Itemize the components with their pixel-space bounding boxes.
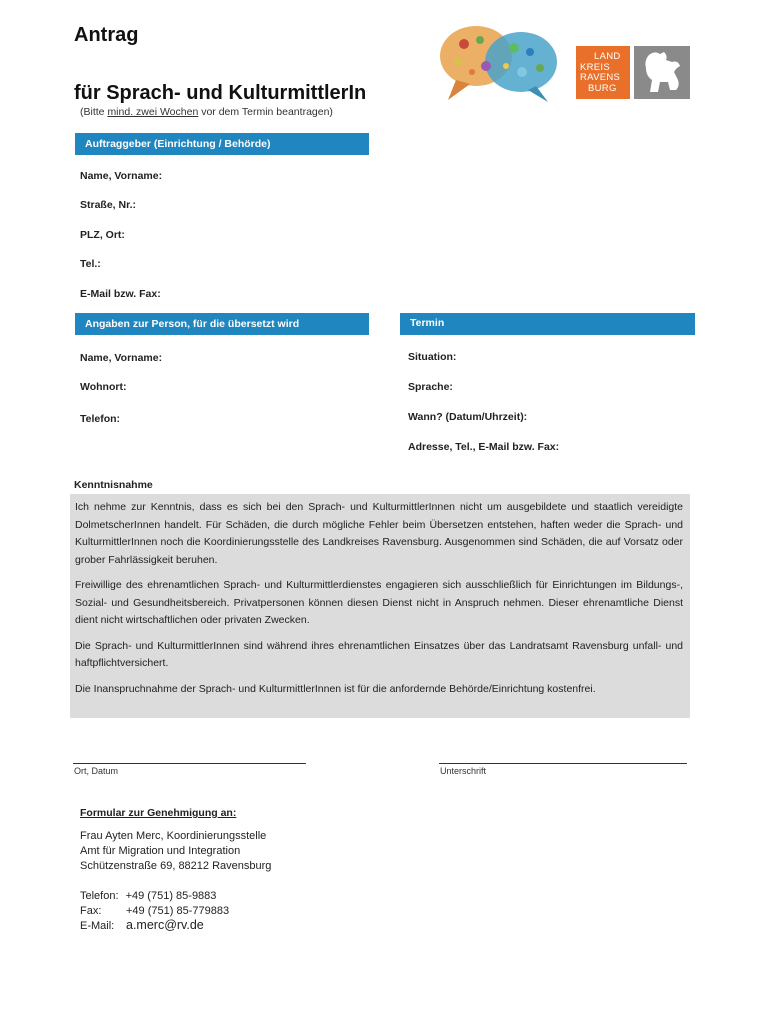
title-line2: für Sprach- und KulturmittlerIn: [74, 82, 367, 104]
contact-fax-row: [80, 904, 101, 919]
contact-heading: Formular zur Genehmigung an:: [80, 807, 237, 819]
auftraggeber-name-label: Name, Vorname:: [80, 170, 163, 182]
kenntnisnahme-paragraph-2: Freiwillige des ehrenamtlichen Sprach- und Kulturmittlerdienstes engagieren sich ausschließlich für Einrichtungen im Bildungs-, Sozial- und Gesundheitsbereich. Privatpersonen können diesen Dienst nicht in Anspruch nehmen. Dieser ehrenamtliche Dienst dient nicht wirtschaftlichen oder privaten Zwecken.: [75, 579, 683, 626]
contact-email-label: E-Mail:: [80, 920, 115, 932]
logo-text-ravens: RAVENS: [580, 72, 621, 83]
kenntnisnahme-heading: Kenntnisnahme: [74, 479, 153, 491]
contact-phone-row: [80, 889, 216, 904]
contact-fax-label: Fax:: [80, 905, 102, 917]
auftraggeber-email-label: E-Mail bzw. Fax:: [80, 288, 161, 300]
deadline-note-suffix: vor dem Termin beantragen): [198, 106, 333, 118]
termin-address-label: Adresse, Tel., E-Mail bzw. Fax:: [408, 441, 560, 453]
logo-text-land: LAND: [594, 51, 621, 62]
date-label: Ort, Datum: [74, 766, 119, 776]
kenntnisnahme-paragraph-4: Die Inanspruchnahme der Sprach- und KulturmittlerInnen ist für die anfordernde Behörde/Einrichtung kostenfrei.: [75, 682, 596, 695]
contact-address-line-3: Schützenstraße 69, 88212 Ravensburg: [80, 860, 272, 872]
contact-email-link[interactable]: a.merc@rv.de: [126, 918, 204, 932]
deadline-note-underlined: mind. zwei Wochen: [107, 106, 199, 118]
lion-crest-icon: [634, 46, 690, 99]
auftraggeber-city-label: PLZ, Ort:: [80, 229, 125, 241]
person-name-label: Name, Vorname:: [80, 352, 163, 364]
signature-label: Unterschrift: [440, 766, 487, 776]
kenntnisnahme-paragraph-1: Ich nehme zur Kenntnis, dass es sich bei den Sprach- und KulturmittlerInnen nicht um ausgebildete und staatlich vereidigte DolmetscherInnen handelt. Für Schäden, die durch mögliche Fehler beim Übersetzen entstehen, haften weder die Sprach- und KulturmittlerInnen noch die Koordinierungsstelle des Landkreises Ravensburg. Ausgenommen sind Schäden, die auf Vorsatz oder grober Fahrlässigkeit beruhen.: [75, 501, 683, 566]
title-line1: Antrag: [74, 24, 139, 46]
contact-email-row: [80, 919, 114, 934]
termin-when-label: Wann? (Datum/Uhrzeit):: [408, 411, 528, 423]
section-person-heading: Angaben zur Person, für die übersetzt wird: [75, 313, 369, 335]
speech-bubbles-logo: [436, 22, 561, 104]
termin-situation-label: Situation:: [408, 351, 457, 363]
logo-text-burg: BURG: [588, 82, 617, 94]
deadline-note-prefix: (Bitte: [80, 106, 108, 118]
signature-line[interactable]: [439, 763, 687, 764]
date-signature-line[interactable]: [73, 763, 306, 764]
termin-language-label: Sprache:: [408, 381, 453, 393]
contact-phone-value: +49 (751) 85-9883: [125, 890, 217, 902]
deadline-note: [80, 106, 333, 118]
auftraggeber-street-label: Straße, Nr.:: [80, 199, 137, 211]
contact-address-line-1: Frau Ayten Merc, Koordinierungsstelle: [80, 830, 267, 842]
section-auftraggeber-heading: Auftraggeber (Einrichtung / Behörde): [75, 133, 369, 155]
contact-fax-value: +49 (751) 85-779883: [126, 905, 230, 917]
contact-address: [80, 829, 271, 874]
logo-text-kreis: KREIS: [580, 61, 611, 73]
auftraggeber-phone-label: Tel.:: [80, 258, 101, 270]
kenntnisnahme-box: [70, 494, 690, 718]
person-phone-label: Telefon:: [80, 413, 121, 425]
landkreis-logo: [576, 46, 630, 99]
kenntnisnahme-paragraph-3: Die Sprach- und KulturmittlerInnen sind während ihres ehrenamtlichen Einsatzes über das Landratsamt Ravensburg unfall- und haftpflichtversichert.: [75, 639, 683, 669]
contact-address-line-2: Amt für Migration und Integration: [80, 845, 241, 857]
section-termin-heading: Termin: [400, 313, 695, 335]
person-residence-label: Wohnort:: [80, 381, 127, 393]
contact-phone-label: Telefon:: [80, 890, 119, 902]
